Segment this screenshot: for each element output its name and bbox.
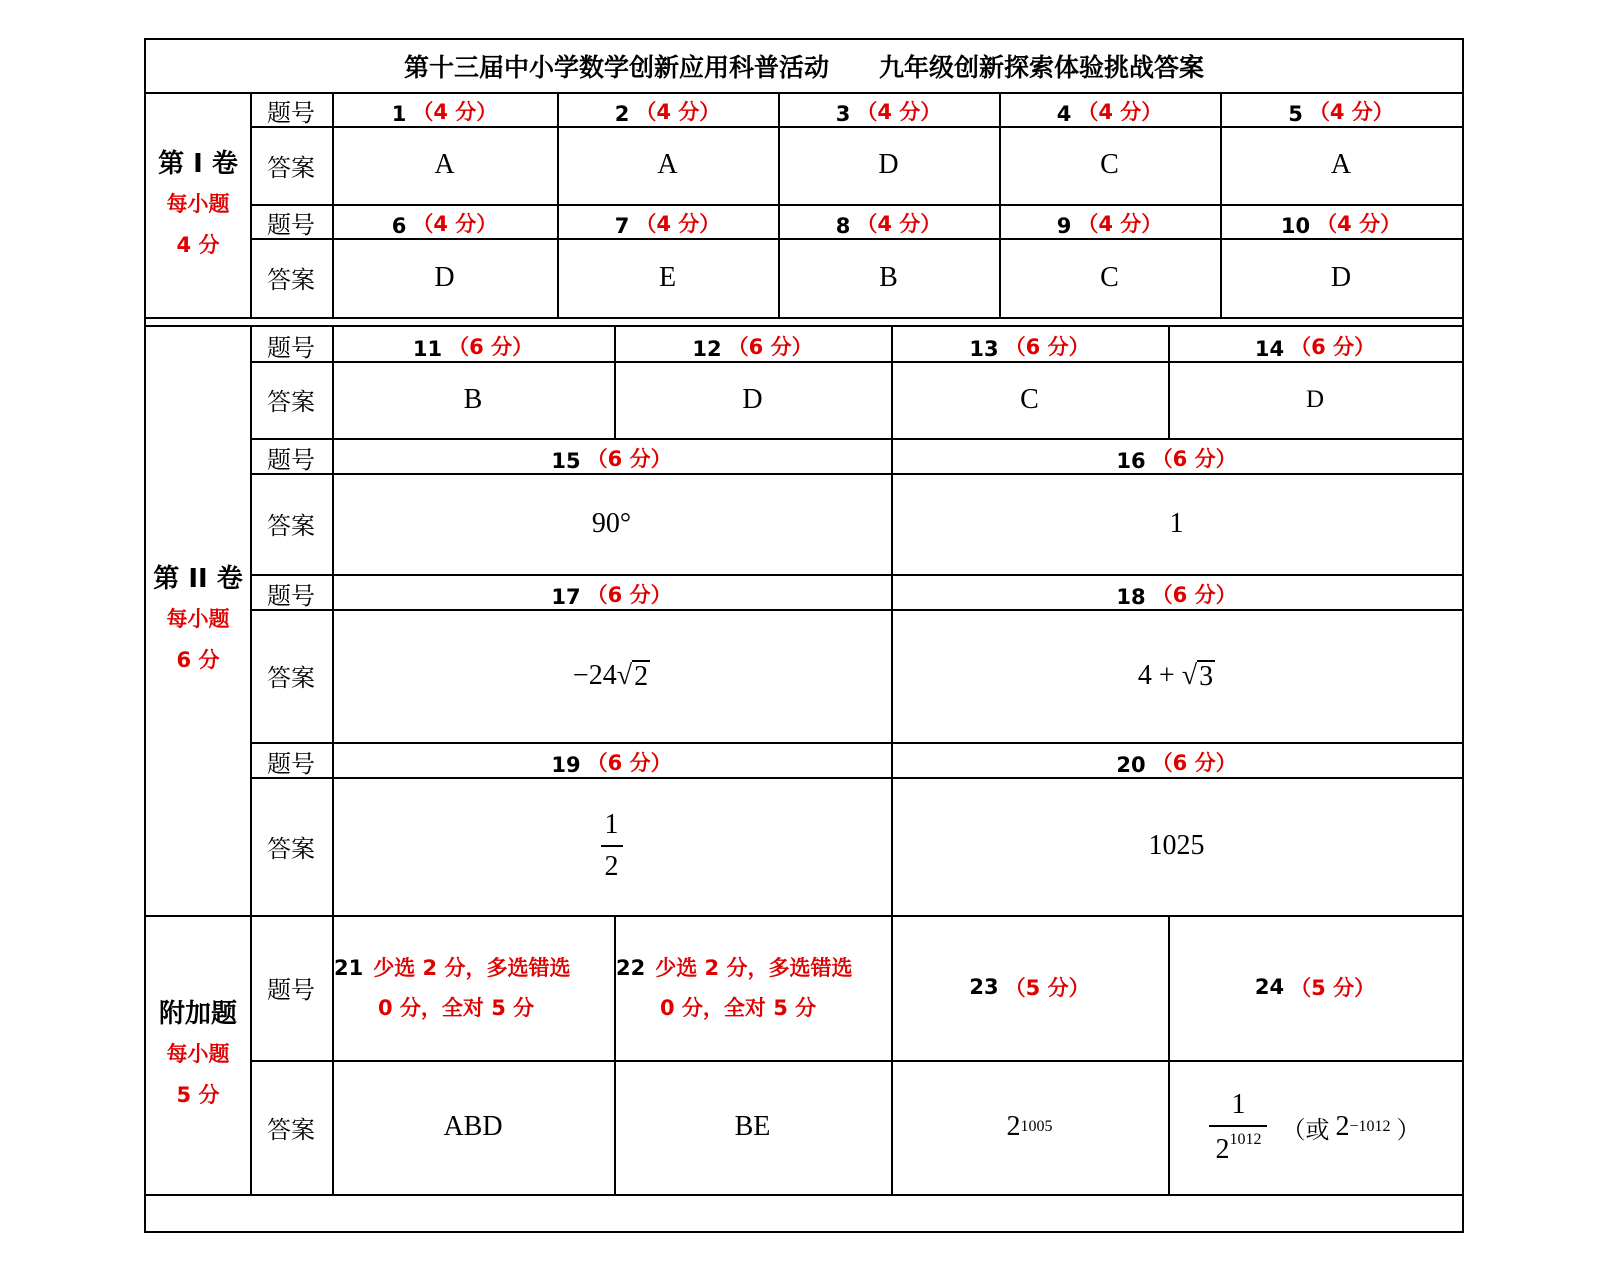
label-answer: 答案: [267, 512, 315, 540]
section-note: 每小题: [166, 1042, 230, 1066]
answer-value: ABD: [443, 1111, 503, 1142]
question-number: 6 （4 分）: [391, 212, 498, 238]
question-number: 3 （4 分）: [835, 100, 942, 126]
answer-value: C: [1020, 383, 1039, 415]
answer-value: 1: [1169, 507, 1184, 539]
title-left: 第十三届中小学数学创新应用科普活动: [403, 53, 829, 82]
answer-value: B: [463, 383, 483, 415]
question-number: 4 （4 分）: [1056, 100, 1163, 126]
fraction-bar: [601, 845, 623, 847]
question-number: 21: [334, 955, 364, 980]
title-right: 九年级创新探索体验挑战答案: [879, 53, 1205, 82]
section-note: 每小题: [166, 607, 230, 631]
label-question-no: 题号: [267, 976, 315, 1004]
label-answer: 答案: [267, 388, 315, 416]
section-extra: [146, 915, 250, 1195]
answer-value: D: [1305, 385, 1325, 413]
section-name: 第 II 卷: [153, 564, 243, 594]
answer-value: B: [879, 261, 898, 293]
question-number: 11 （6 分）: [412, 335, 534, 361]
question-number: 24 （5 分）: [1254, 974, 1376, 1000]
section-part2: [146, 325, 250, 915]
question-number: 17 （6 分）: [551, 583, 672, 609]
radical-sign: √: [1181, 659, 1198, 691]
alt-close: ）: [1390, 1117, 1421, 1144]
alt-exponent: −1012: [1349, 1118, 1391, 1135]
sqrt-expression: [1182, 660, 1215, 692]
answer-value: 1025: [1148, 830, 1205, 861]
answer-value: [891, 609, 1462, 742]
question-number: 16 （6 分）: [1116, 447, 1237, 473]
answer-value: 90°: [591, 507, 632, 539]
answer-value: A: [434, 149, 455, 180]
question-number: 14 （6 分）: [1254, 335, 1376, 361]
question-number: 13 （6 分）: [969, 335, 1090, 361]
question-number: 8 （4 分）: [835, 212, 942, 238]
section-part1: [146, 92, 250, 318]
label-question-no: 题号: [267, 582, 315, 610]
answer-value: D: [878, 149, 899, 180]
label-question-no: 题号: [267, 446, 315, 474]
question-number: 20 （6 分）: [1116, 751, 1237, 777]
question-number: 22: [616, 955, 646, 980]
answer-prefix: −24: [572, 659, 617, 691]
section-name: 第 I 卷: [158, 149, 238, 179]
rule: [146, 1194, 1462, 1196]
answer-value: [891, 1060, 1168, 1194]
question-number: 23 （5 分）: [969, 974, 1090, 1000]
question-rule-note: 22 少选 2 分，多选错选 0 分，全对 5 分: [616, 955, 853, 1020]
question-number: 18 （6 分）: [1116, 583, 1237, 609]
answer-value: E: [658, 261, 677, 293]
question-number: 19 （6 分）: [551, 751, 672, 777]
section-points: 5 分: [176, 1083, 220, 1107]
section-points: 4 分: [176, 233, 220, 257]
answer-value: C: [1100, 261, 1119, 293]
label-question-no: 题号: [267, 750, 315, 778]
answer-sheet: [144, 38, 1464, 1233]
answer-value: A: [657, 149, 678, 180]
answer-value: A: [1330, 149, 1352, 180]
label-answer: 答案: [267, 834, 315, 863]
page-title: [146, 40, 1462, 92]
fraction-bar: [1209, 1125, 1267, 1127]
radical-sign: √: [616, 659, 633, 691]
question-number: 12 （6 分）: [692, 335, 813, 361]
label-question-no: 题号: [267, 99, 315, 127]
question-number: 1 （4 分）: [391, 100, 498, 126]
question-number: 15 （6 分）: [551, 447, 672, 473]
answer-value: [332, 609, 891, 742]
answer-value: D: [742, 383, 763, 415]
alt-base: 2: [1335, 1111, 1350, 1142]
question-number: 7 （4 分）: [614, 212, 721, 238]
section-name: 附加题: [158, 999, 237, 1029]
numerator: 1: [1231, 1088, 1246, 1120]
numerator: 1: [604, 809, 619, 840]
answer-value: [332, 777, 891, 915]
radicand: 2: [634, 660, 649, 692]
question-number: 2 （4 分）: [614, 100, 721, 126]
label-question-no: 题号: [267, 334, 315, 362]
label-question-no: 题号: [267, 211, 315, 239]
alt-open: （或: [1281, 1117, 1336, 1144]
sqrt-expression: [617, 660, 650, 692]
radicand: 3: [1199, 660, 1214, 692]
answer-value: C: [1100, 149, 1119, 180]
question-number: 9 （4 分）: [1056, 212, 1163, 238]
question-number: 5 （4 分）: [1288, 100, 1394, 126]
power-exponent: 1005: [1020, 1118, 1053, 1135]
answer-value: BE: [734, 1111, 771, 1142]
label-answer: 答案: [267, 664, 315, 692]
fraction: [601, 809, 623, 883]
label-answer: 答案: [267, 1115, 315, 1144]
label-answer: 答案: [267, 266, 315, 294]
label-answer: 答案: [267, 153, 315, 182]
power-base: 2: [1006, 1111, 1021, 1142]
section-note: 每小题: [166, 192, 230, 216]
answer-value: D: [1330, 261, 1352, 293]
rule: [146, 317, 1462, 319]
question-rule-note: 21 少选 2 分，多选错选 0 分，全对 5 分: [334, 955, 571, 1020]
question-number: 10 （4 分）: [1280, 212, 1402, 238]
section-points: 6 分: [176, 648, 220, 672]
denominator: $2^{1012}$: [1215, 1130, 1262, 1165]
denominator: 2: [604, 851, 619, 882]
answer-value: [1168, 1060, 1462, 1194]
fraction: [1209, 1089, 1267, 1166]
answer-prefix: 4 +: [1137, 659, 1182, 691]
answer-value: D: [434, 261, 455, 293]
